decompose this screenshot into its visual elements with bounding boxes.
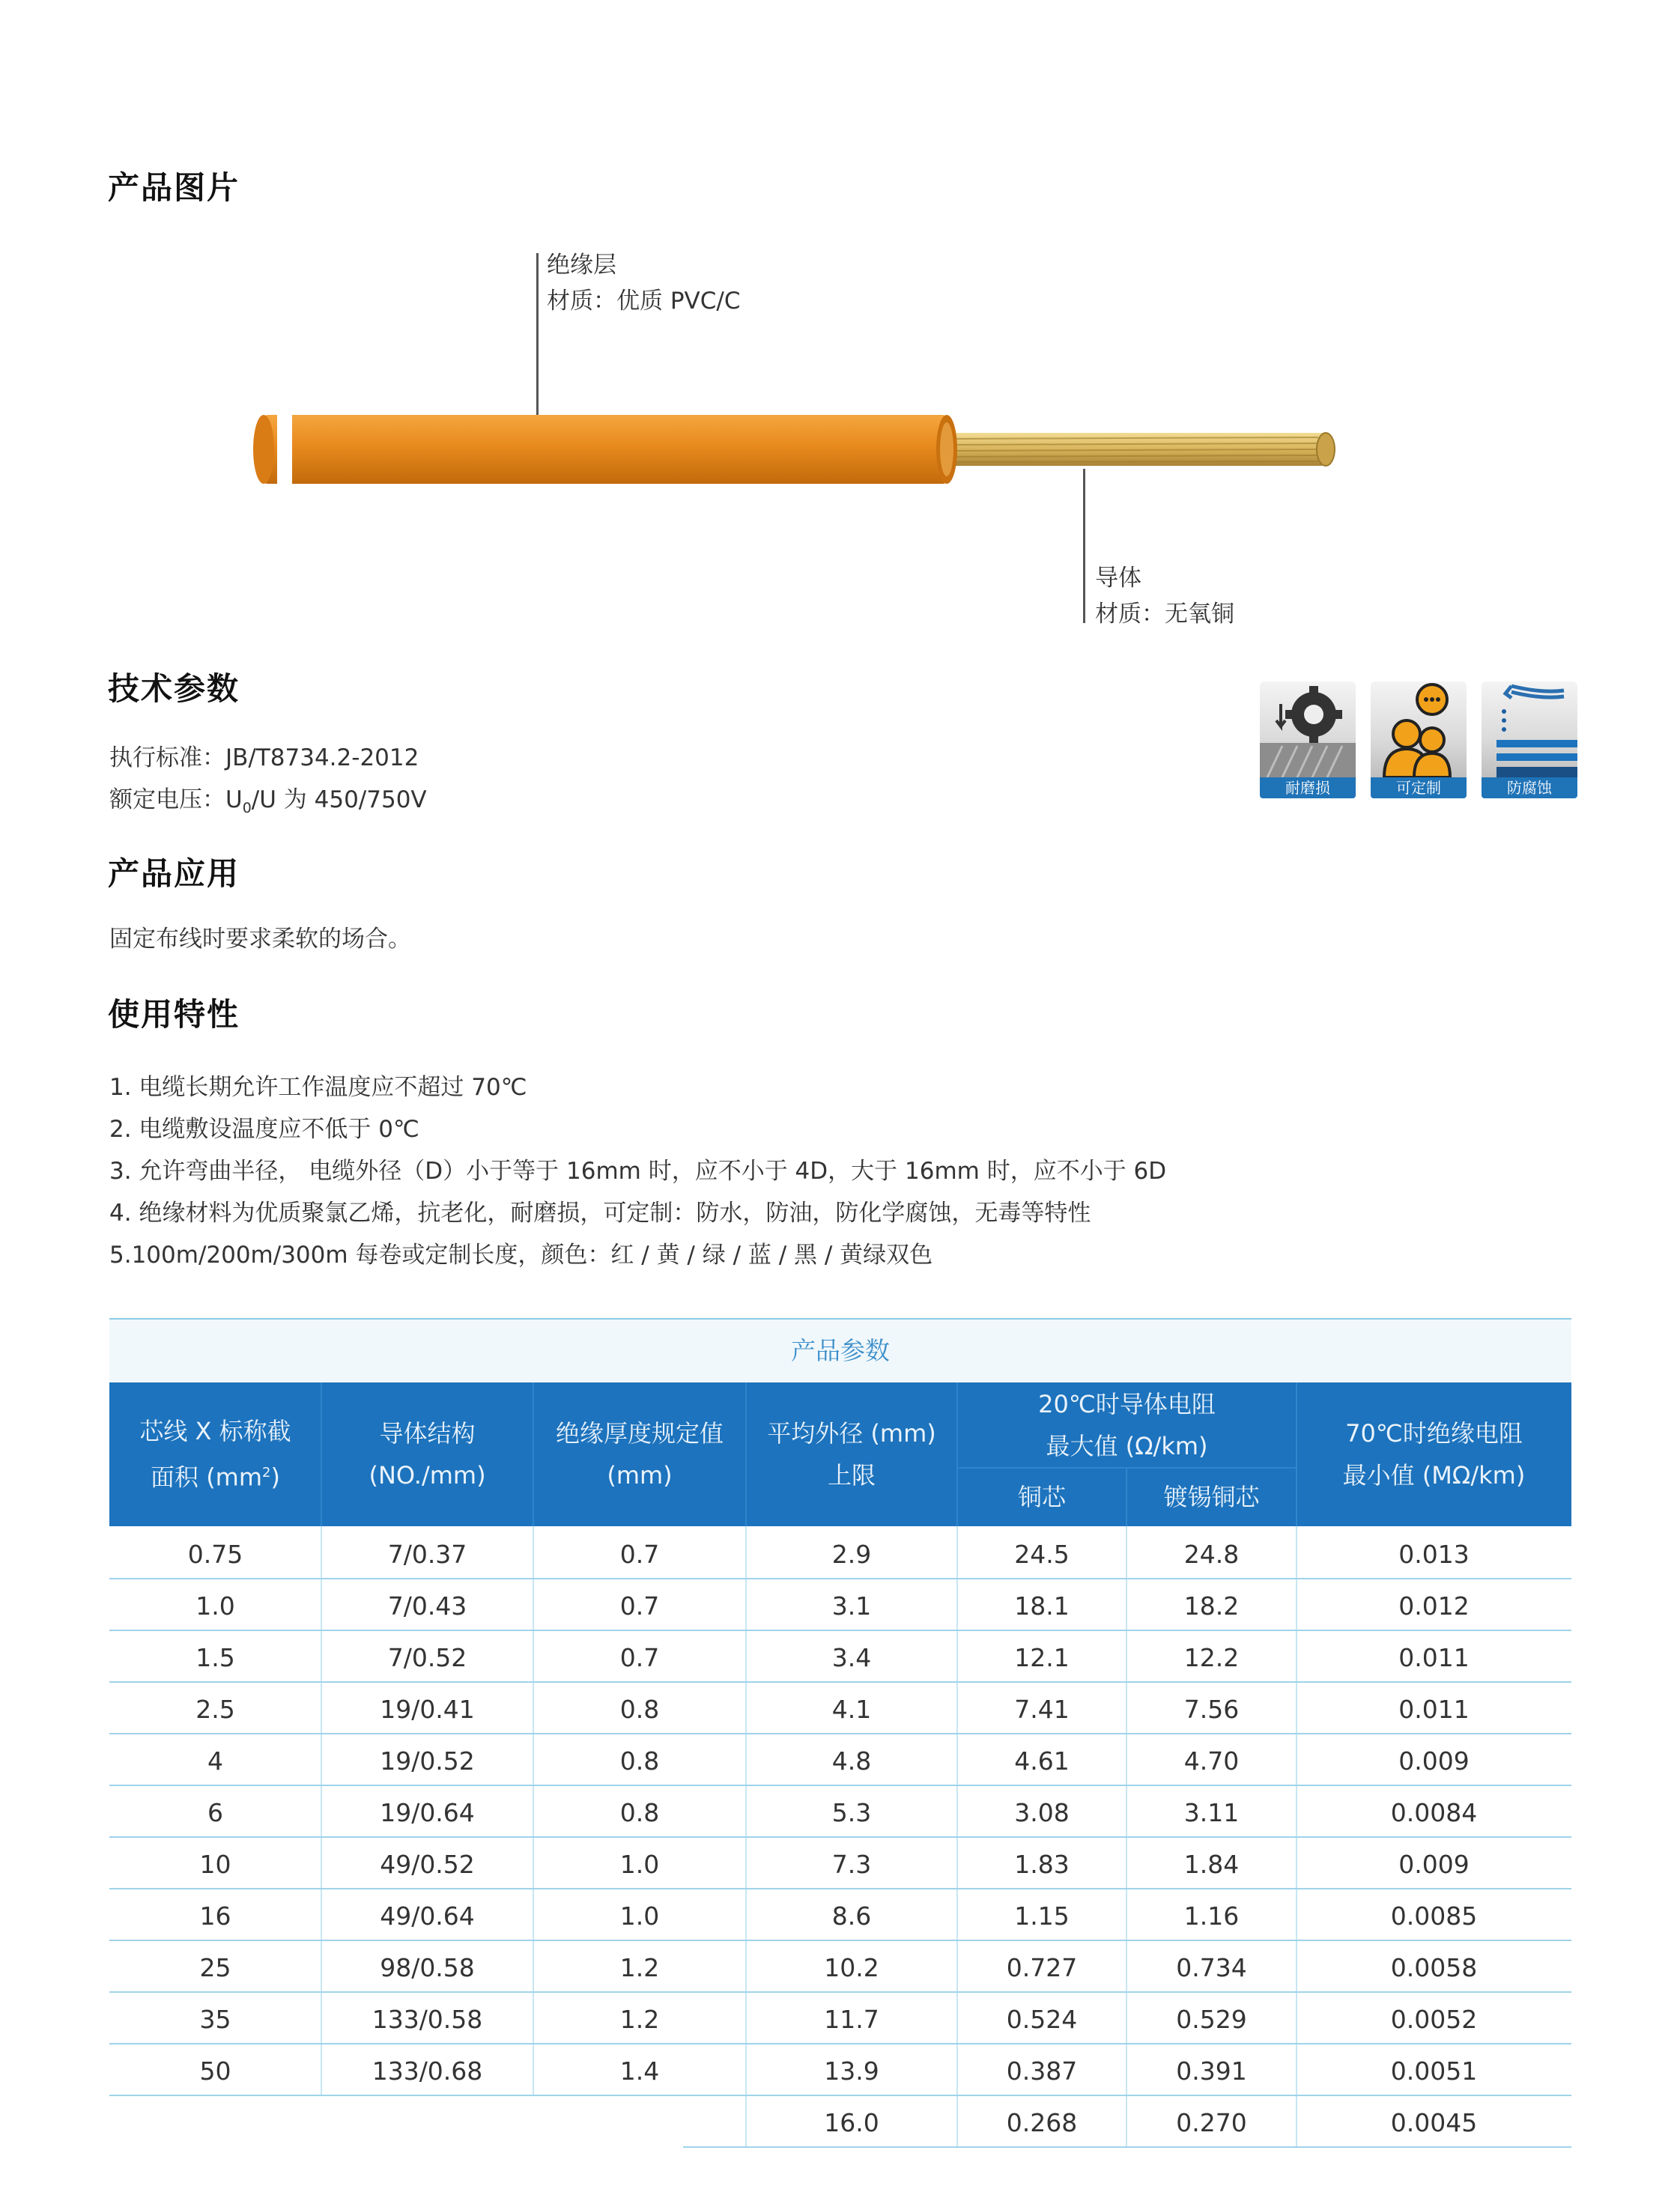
section-title-application: 产品应用 [108, 855, 240, 892]
badge-label: 可定制 [1371, 777, 1467, 798]
cell-cross-section: 35 [199, 2005, 231, 2034]
cell-structure: 19/0.52 [380, 1746, 475, 1776]
header-col5b-text: 镀锡铜芯 [1163, 1483, 1260, 1511]
section-title-tech-params: 技术参数 [108, 670, 240, 707]
cell-insulation-resistance: 0.0085 [1390, 1901, 1478, 1931]
cell-structure: 7/0.37 [387, 1540, 467, 1569]
cell-cross-section: 4 [207, 1746, 223, 1776]
feature-item: 1. 电缆长期允许工作温度应不超过 70℃ [109, 1074, 527, 1101]
people-chat-icon [1371, 681, 1467, 779]
cell-structure: 7/0.43 [387, 1591, 467, 1621]
insulation-callout [547, 247, 741, 319]
voltage-sub: 0 [242, 800, 252, 817]
cell-insulation-thickness: 0.7 [619, 1643, 660, 1672]
header-insulation-thickness [533, 1382, 746, 1526]
header-col5-text: 20℃时导体电阻 最大值 (Ω/km) [1038, 1390, 1216, 1460]
header-col1-line1: 芯线 X 标称截 [139, 1417, 291, 1446]
cell-insulation-resistance: 0.011 [1398, 1643, 1470, 1672]
cell-copper-resistance: 7.41 [1014, 1695, 1070, 1724]
header-divider [321, 1382, 322, 1526]
cell-cross-section: 25 [199, 1953, 231, 1982]
cell-outer-diameter: 11.7 [824, 2005, 879, 2034]
cell-structure: 19/0.41 [380, 1695, 475, 1724]
cable-illustration [247, 404, 1356, 502]
cell-tinned-resistance: 0.529 [1176, 2005, 1247, 2034]
cell-structure: 49/0.52 [380, 1850, 475, 1879]
voltage-suffix: /U 为 450/750V [251, 786, 427, 813]
table-row [109, 1733, 1571, 1786]
header-col1-line2 [139, 1452, 291, 1499]
cell-cross-section: 1.0 [195, 1591, 235, 1621]
header-conductor-resistance [957, 1382, 1297, 1468]
cell-copper-resistance: 18.1 [1014, 1591, 1070, 1621]
cell-structure: 98/0.58 [380, 1953, 475, 1982]
cell-copper-resistance: 0.727 [1006, 1953, 1078, 1982]
cable-diagram [0, 0, 1680, 659]
feature-item: 3. 允许弯曲半径， 电缆外径（D）小于等于 16mm 时，应不小于 4D，大于 16mm 时，应不小于 6D [109, 1158, 1167, 1185]
application-text: 固定布线时要求柔软的场合。 [109, 926, 411, 953]
table-row [109, 1785, 1571, 1838]
cell-structure: 7/0.52 [387, 1643, 467, 1672]
cell-copper-resistance: 0.268 [1006, 2108, 1078, 2137]
cell-insulation-thickness: 0.8 [619, 1746, 660, 1776]
cell-copper-resistance: 3.08 [1014, 1798, 1070, 1827]
cell-insulation-resistance: 0.009 [1398, 1746, 1470, 1776]
cell-cross-section: 2.5 [195, 1695, 235, 1724]
header-divider [956, 1382, 958, 1526]
header-col2-text: 导体结构 (NO./mm) [369, 1419, 486, 1490]
voltage-prefix: 额定电压：U [109, 786, 243, 813]
cell-outer-diameter: 2.9 [831, 1540, 872, 1569]
section-title-product-image: 产品图片 [108, 169, 240, 206]
cell-tinned-resistance: 18.2 [1183, 1591, 1240, 1621]
cell-insulation-thickness: 1.4 [619, 2056, 660, 2086]
insulation-jacket [261, 415, 950, 484]
header-col7-text: 70℃时绝缘电阻 最小值 (MΩ/km) [1342, 1419, 1526, 1490]
header-insulation-resistance [1297, 1382, 1571, 1526]
insulation-material: 材质：优质 PVC/C [547, 288, 741, 315]
table-row [109, 1836, 1571, 1889]
cell-outer-diameter: 7.3 [831, 1850, 872, 1879]
cell-cross-section: 0.75 [187, 1540, 243, 1569]
cell-insulation-resistance: 0.011 [1398, 1695, 1470, 1724]
cell-outer-diameter: 3.1 [831, 1591, 872, 1621]
header-col1-area: 面积 (mm [151, 1463, 263, 1492]
cell-insulation-resistance: 0.0052 [1390, 2005, 1478, 2034]
feature-item: 4. 绝缘材料为优质聚氯乙烯，抗老化，耐磨损，可定制：防水，防油，防化学腐蚀，无毒等特性 [109, 1200, 1091, 1227]
header-divider [745, 1382, 747, 1526]
table-row [109, 1526, 1571, 1579]
cell-copper-resistance: 24.5 [1014, 1540, 1070, 1569]
cell-insulation-resistance: 0.0084 [1390, 1798, 1478, 1827]
cell-tinned-resistance: 24.8 [1183, 1540, 1240, 1569]
cell-insulation-resistance: 0.012 [1398, 1591, 1470, 1621]
badge-corrosion-resistant [1482, 681, 1577, 798]
cell-copper-resistance: 0.387 [1006, 2056, 1078, 2086]
header-divider [1296, 1382, 1297, 1526]
cell-structure: 19/0.64 [380, 1798, 475, 1827]
cell-outer-diameter: 10.2 [824, 1953, 879, 1982]
table-row [109, 1991, 1571, 2044]
cell-outer-diameter: 4.8 [831, 1746, 872, 1776]
table-title-bar [109, 1318, 1571, 1382]
cell-outer-diameter: 4.1 [831, 1695, 872, 1724]
header-copper-core [957, 1468, 1126, 1526]
cell-insulation-resistance: 0.009 [1398, 1850, 1470, 1879]
cell-tinned-resistance: 7.56 [1183, 1695, 1240, 1724]
table-row [109, 2043, 1571, 2096]
table-row [109, 1578, 1571, 1631]
table-row-partial [683, 2095, 1571, 2148]
cell-copper-resistance: 4.61 [1014, 1746, 1070, 1776]
tech-standard: 执行标准：JB/T8734.2-2012 [109, 744, 419, 771]
header-col4-text: 平均外径 (mm) 上限 [767, 1419, 936, 1490]
cell-structure: 133/0.58 [372, 2005, 483, 2034]
table-row [109, 1681, 1571, 1734]
cell-insulation-resistance: 0.0051 [1390, 2056, 1478, 2086]
cell-tinned-resistance: 0.391 [1176, 2056, 1247, 2086]
conductor-callout [1095, 560, 1234, 632]
tech-voltage [109, 780, 427, 816]
cell-cross-section: 6 [207, 1798, 223, 1827]
header-tinned-copper-core [1126, 1468, 1297, 1526]
table-title: 产品参数 [791, 1336, 890, 1365]
cell-structure: 49/0.64 [380, 1901, 475, 1931]
cell-tinned-resistance: 12.2 [1183, 1643, 1240, 1672]
cell-tinned-resistance: 1.16 [1183, 1901, 1240, 1931]
header-col3-text: 绝缘厚度规定值 (mm) [555, 1419, 724, 1490]
badge-label: 耐磨损 [1260, 777, 1356, 798]
section-title-features: 使用特性 [108, 996, 240, 1033]
badge-label: 防腐蚀 [1482, 777, 1577, 798]
cell-outer-diameter: 16.0 [824, 2108, 879, 2137]
cell-cross-section: 16 [199, 1901, 231, 1931]
cell-insulation-thickness: 1.0 [619, 1901, 660, 1931]
header-divider-horizontal [957, 1467, 1297, 1469]
header-divider [1126, 1468, 1127, 1526]
cell-insulation-thickness: 1.2 [619, 2005, 660, 2034]
cell-insulation-thickness: 0.8 [619, 1695, 660, 1724]
header-col5a-text: 铜芯 [1017, 1483, 1066, 1511]
cell-cross-section: 1.5 [195, 1643, 235, 1672]
cell-tinned-resistance: 4.70 [1183, 1746, 1240, 1776]
header-cross-section [109, 1382, 321, 1526]
header-col1-close: ) [270, 1463, 280, 1492]
cell-outer-diameter: 5.3 [831, 1798, 872, 1827]
header-conductor-structure [321, 1382, 533, 1526]
cell-copper-resistance: 1.83 [1014, 1850, 1070, 1879]
gear-icon [1260, 681, 1356, 779]
badge-customizable [1371, 681, 1467, 798]
cell-outer-diameter: 13.9 [824, 2056, 879, 2086]
table-row [109, 1888, 1571, 1941]
cell-insulation-thickness: 0.7 [619, 1540, 660, 1569]
cell-tinned-resistance: 1.84 [1183, 1850, 1240, 1879]
conductor-leader-line [1083, 469, 1085, 623]
cell-insulation-thickness: 0.8 [619, 1798, 660, 1827]
cell-tinned-resistance: 0.734 [1176, 1953, 1247, 1982]
header-outer-diameter [746, 1382, 957, 1526]
insulation-title: 绝缘层 [547, 252, 616, 279]
table-row [109, 1630, 1571, 1683]
cell-cross-section: 10 [199, 1850, 231, 1879]
corrosion-icon [1482, 681, 1577, 779]
jacket-stripe [277, 415, 292, 484]
cell-outer-diameter: 3.4 [831, 1643, 872, 1672]
cell-copper-resistance: 1.15 [1014, 1901, 1070, 1931]
cell-insulation-resistance: 0.0045 [1390, 2108, 1478, 2137]
feature-item: 5.100m/200m/300m 每卷或定制长度，颜色：红 / 黄 / 绿 / 蓝 / 黑 / 黄绿双色 [109, 1242, 933, 1269]
cell-tinned-resistance: 0.270 [1176, 2108, 1247, 2137]
cell-insulation-thickness: 1.2 [619, 1953, 660, 1982]
cell-insulation-thickness: 1.0 [619, 1850, 660, 1879]
cell-insulation-resistance: 0.0058 [1390, 1953, 1478, 1982]
header-col1-sup: 2 [262, 1465, 271, 1481]
cell-copper-resistance: 0.524 [1006, 2005, 1078, 2034]
cell-tinned-resistance: 3.11 [1183, 1798, 1240, 1827]
badge-wear-resistant [1260, 681, 1356, 798]
conductor-title: 导体 [1095, 565, 1141, 592]
cell-insulation-thickness: 0.7 [619, 1591, 660, 1621]
conductor-material: 材质：无氧铜 [1095, 601, 1234, 628]
cell-outer-diameter: 8.6 [831, 1901, 872, 1931]
cell-insulation-resistance: 0.013 [1398, 1540, 1470, 1569]
table-row [109, 1940, 1571, 1993]
feature-item: 2. 电缆敷设温度应不低于 0℃ [109, 1116, 419, 1143]
header-divider [533, 1382, 534, 1526]
cell-copper-resistance: 12.1 [1014, 1643, 1070, 1672]
cell-cross-section: 50 [199, 2056, 231, 2086]
cell-structure: 133/0.68 [372, 2056, 483, 2086]
